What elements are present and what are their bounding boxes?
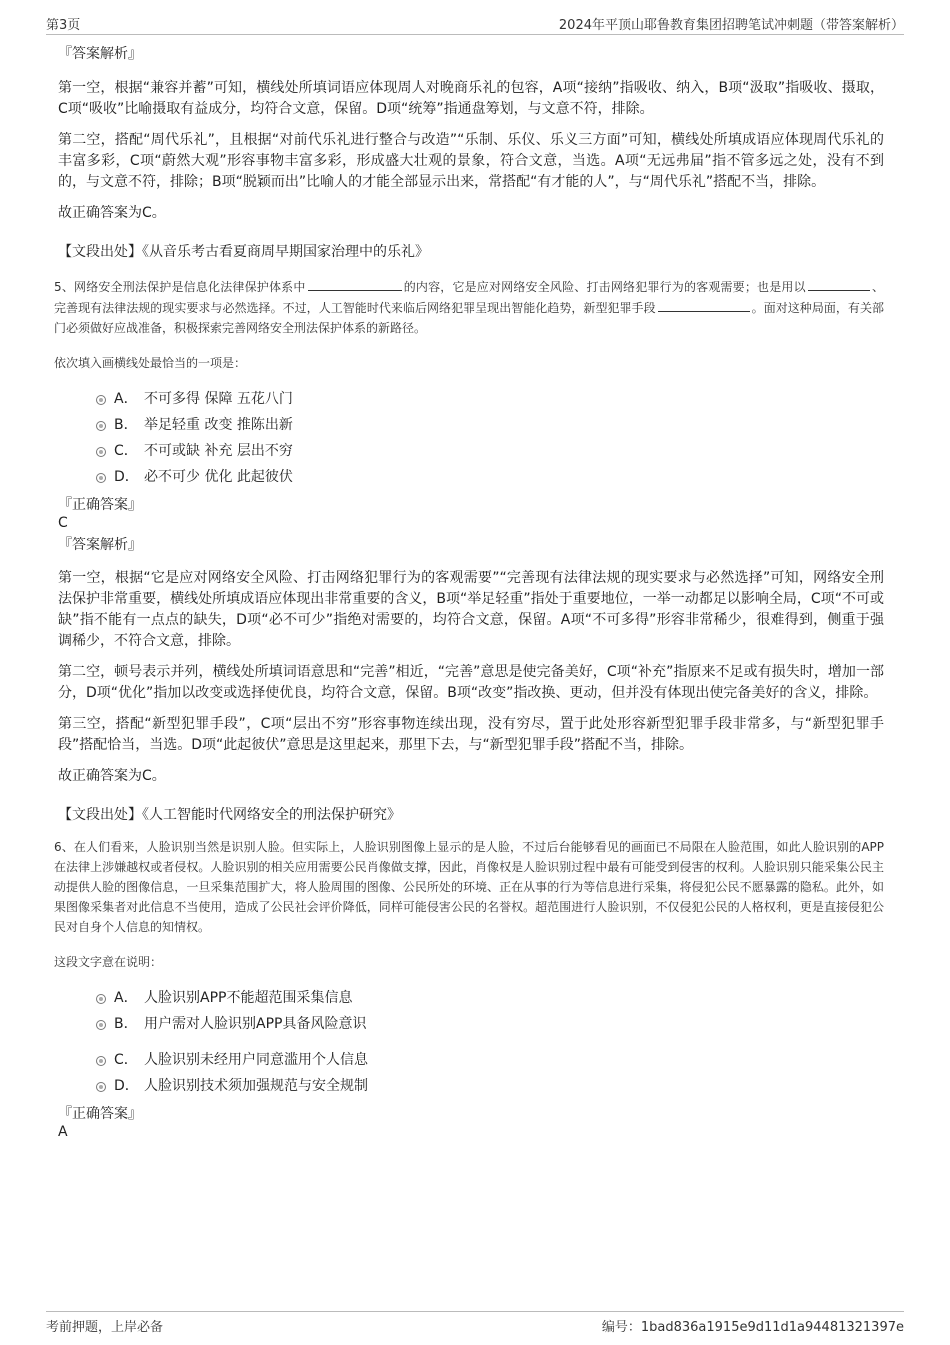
- page-header: [46, 14, 904, 35]
- correct-answer-label: 『正确答案』: [58, 1106, 142, 1122]
- option-b[interactable]: B． 举足轻重 改变 推陈出新: [96, 412, 884, 438]
- fill-blank-2: [808, 276, 870, 291]
- analysis-paragraph: 第二空，搭配“周代乐礼”，且根据“对前代乐礼进行整合与改造”“乐制、乐仪、乐义三方面”可知，横线处所填成语应体现周代乐礼的丰富多彩，C项“蔚然大观”形容事物丰富多彩，形成盛大壮观的景象，符合文意，当选。A项“无远弗届”指不管多远之处，没有不到的，与文意不符，排除；B项“脱颖而出”比喻人的才能全部显示出来，常搭配“有才能的人”，与“周代乐礼”搭配不当，排除。: [58, 132, 884, 190]
- question-5-stem: 5、网络安全刑法保护是信息化法律保护体系中 的内容，它是应对网络安全风险、打击网络犯罪行为的客观需要；也是用以 、完善现有法律法规的现实要求与必然选择。不过，人工智能时代来临后网络犯罪呈现出智能化趋势，新型犯罪手段 。面对这种局面，有关部门必须做好应战准备，积极探索完善网络安全刑法保护体系的新路径。: [54, 276, 884, 338]
- question-5-options: [96, 386, 884, 490]
- question-6-prompt: 这段文字意在说明：: [54, 955, 163, 969]
- analysis-paragraph: 第一空，根据“兼容并蓄”可知，横线处所填词语应体现周人对晚商乐礼的包容，A项“接纳”指吸收、纳入，B项“汲取”指吸收、摄取，C项“吸收”比喻摄取有益成分，均符合文意，保留。D项“统筹”指通盘筹划，与文意不符，排除。: [58, 80, 884, 117]
- option-a[interactable]: A． 人脸识别APP不能超范围采集信息: [96, 985, 884, 1011]
- question-5-prompt: 依次填入画横线处最恰当的一项是：: [54, 356, 247, 370]
- option-a[interactable]: A． 不可多得 保障 五花八门: [96, 386, 884, 412]
- radio-button-icon[interactable]: [96, 473, 106, 483]
- analysis-label: 『答案解析』: [58, 537, 142, 553]
- option-c[interactable]: C． 人脸识别未经用户同意滥用个人信息: [96, 1047, 884, 1073]
- option-d[interactable]: D． 人脸识别技术须加强规范与安全规制: [96, 1073, 884, 1099]
- document-body: [54, 44, 884, 1141]
- page-number: 第3页: [46, 18, 81, 33]
- option-c[interactable]: C． 不可或缺 补充 层出不穷: [96, 438, 884, 464]
- analysis-paragraph: 第一空，根据“它是应对网络安全风险、打击网络犯罪行为的客观需要”“完善现有法律法规的现实要求与必然选择”可知，网络安全刑法保护非常重要，横线处所填成语应体现出非常重要的含义，B项“举足轻重”指处于重要地位，一举一动都足以影响全局，C项“不可或缺”指不能有一点点的缺失，D项“必不可少”指绝对需要的，均符合文意，保留。A项“不可多得”形容非常稀少，很难得到，侧重于强调稀少，不符合文意，排除。: [58, 570, 884, 649]
- radio-button-icon[interactable]: [96, 421, 106, 431]
- radio-button-icon[interactable]: [96, 395, 106, 405]
- fill-blank-3: [658, 297, 750, 312]
- radio-button-icon[interactable]: [96, 1082, 106, 1092]
- correct-answer-label: 『正确答案』: [58, 497, 142, 513]
- page-footer: [46, 1311, 904, 1337]
- option-d[interactable]: D． 必不可少 优化 此起彼伏: [96, 464, 884, 490]
- radio-button-icon[interactable]: [96, 994, 106, 1004]
- option-b[interactable]: B． 用户需对人脸识别APP具备风险意识: [96, 1011, 884, 1037]
- conclusion: 故正确答案为C。: [58, 768, 166, 784]
- conclusion: 故正确答案为C。: [58, 205, 166, 221]
- document-title: 2024年平顶山耶鲁教育集团招聘笔试冲刺题（带答案解析）: [558, 18, 904, 33]
- radio-button-icon[interactable]: [96, 1056, 106, 1066]
- question-6-stem: 6、在人们看来，人脸识别当然是识别人脸。但实际上，人脸识别图像上显示的是人脸，不过后台能够看见的画面已不局限在人脸范围，如此人脸识别的APP在法律上涉嫌越权或者侵权。人脸识别的相关应用需要公民肖像做支撑，因此，肖像权是人脸识别过程中最有可能受到侵害的权利。人脸识别只能采集公民主动提供人脸的图像信息，一旦采集范围扩大，将人脸周围的图像、公民所处的环境、正在从事的行为等信息进行采集，将侵犯公民不愿暴露的隐私。此外，如果图像采集者对此信息不当使用，造成了公民社会评价降低，同样可能侵害公民的名誉权。超范围进行人脸识别，不仅侵犯公民的人格权利，更是直接侵犯公民对自身个人信息的知情权。: [54, 840, 884, 934]
- question-6-options: [96, 985, 884, 1099]
- correct-answer: A: [58, 1124, 68, 1140]
- fill-blank-1: [308, 276, 402, 291]
- footer-slogan: 考前押题，上岸必备: [46, 1320, 164, 1335]
- source-citation: 【文段出处】《人工智能时代网络安全的刑法保护研究》: [58, 807, 401, 823]
- document-id: 编号：1bad836a1915e9d11d1a94481321397e: [601, 1320, 904, 1335]
- analysis-paragraph: 第二空，顿号表示并列，横线处所填词语意思和“完善”相近，“完善”意思是使完备美好，C项“补充”指原来不足或有损失时，增加一部分，D项“优化”指加以改变或选择使优良，均符合文意，保留。B项“改变”指改换、更动，但并没有体现出使完备美好的含义，排除。: [58, 664, 884, 701]
- analysis-paragraph: 第三空，搭配“新型犯罪手段”，C项“层出不穷”形容事物连续出现，没有穷尽，置于此处形容新型犯罪手段非常多，与“新型犯罪手段”搭配恰当，当选。D项“此起彼伏”意思是这里起来，那里下去，与“新型犯罪手段”搭配不当，排除。: [58, 716, 884, 753]
- radio-button-icon[interactable]: [96, 447, 106, 457]
- source-citation: 【文段出处】《从音乐考古看夏商周早期国家治理中的乐礼》: [58, 244, 429, 260]
- correct-answer: C: [58, 515, 68, 531]
- radio-button-icon[interactable]: [96, 1020, 106, 1030]
- analysis-label: 『答案解析』: [58, 46, 142, 62]
